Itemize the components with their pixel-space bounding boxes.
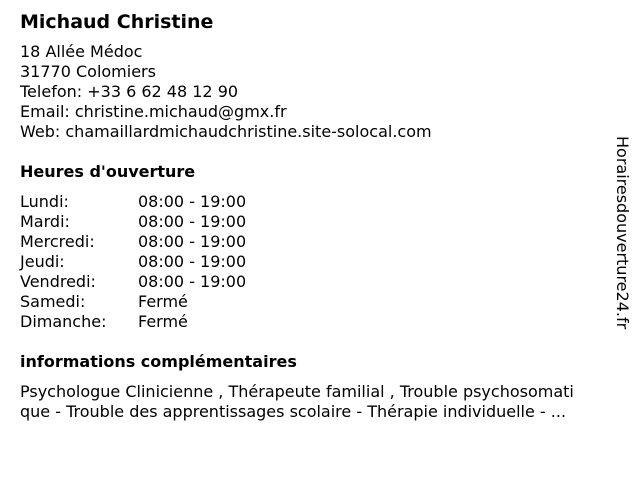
hours-day: Jeudi:	[20, 252, 65, 271]
business-card	[20, 10, 620, 422]
info-line-1: Psychologue Clinicienne , Thérapeute familial , Trouble psychosomati	[20, 382, 574, 401]
hours-time: 08:00 - 19:00	[138, 232, 247, 251]
info-heading: informations complémentaires	[20, 352, 297, 371]
hours-time: 08:00 - 19:00	[138, 212, 247, 231]
hours-row-samedi	[20, 292, 620, 312]
hours-row-lundi	[20, 192, 620, 212]
email-label: Email:	[20, 102, 70, 121]
hours-row-jeudi	[20, 252, 620, 272]
hours-row-mardi	[20, 212, 620, 232]
hours-day: Mercredi:	[20, 232, 95, 251]
hours-row-mercredi	[20, 232, 620, 252]
hours-time: 08:00 - 19:00	[138, 272, 247, 291]
phone-label: Telefon:	[20, 82, 83, 101]
hours-time: Fermé	[138, 312, 188, 331]
email-address[interactable]: christine.michaud@gmx.fr	[74, 102, 287, 121]
hours-table	[20, 192, 620, 332]
phone-line	[20, 82, 620, 102]
info-line-2: que - Trouble des apprentissages scolaire - Thérapie individuelle - ...	[20, 402, 567, 421]
hours-time: 08:00 - 19:00	[138, 252, 247, 271]
info-description	[20, 382, 620, 422]
business-name: Michaud Christine	[20, 11, 214, 33]
hours-day: Mardi:	[20, 212, 70, 231]
hours-day: Dimanche:	[20, 312, 107, 331]
web-address[interactable]: chamaillardmichaudchristine.site-solocal.com	[65, 122, 432, 141]
hours-time: 08:00 - 19:00	[138, 192, 247, 211]
hours-time: Fermé	[138, 292, 188, 311]
site-watermark: Horairesdouverture24.fr	[613, 136, 632, 330]
email-line	[20, 102, 620, 122]
hours-heading: Heures d'ouverture	[20, 162, 196, 181]
hours-row-vendredi	[20, 272, 620, 292]
phone-number[interactable]: +33 6 62 48 12 90	[87, 82, 239, 101]
address-line-2: 31770 Colomiers	[20, 62, 156, 81]
web-line	[20, 122, 620, 142]
web-label: Web:	[20, 122, 61, 141]
hours-day: Samedi:	[20, 292, 86, 311]
hours-day: Lundi:	[20, 192, 69, 211]
address-line-1: 18 Allée Médoc	[20, 42, 143, 61]
hours-row-dimanche	[20, 312, 620, 332]
hours-day: Vendredi:	[20, 272, 96, 291]
